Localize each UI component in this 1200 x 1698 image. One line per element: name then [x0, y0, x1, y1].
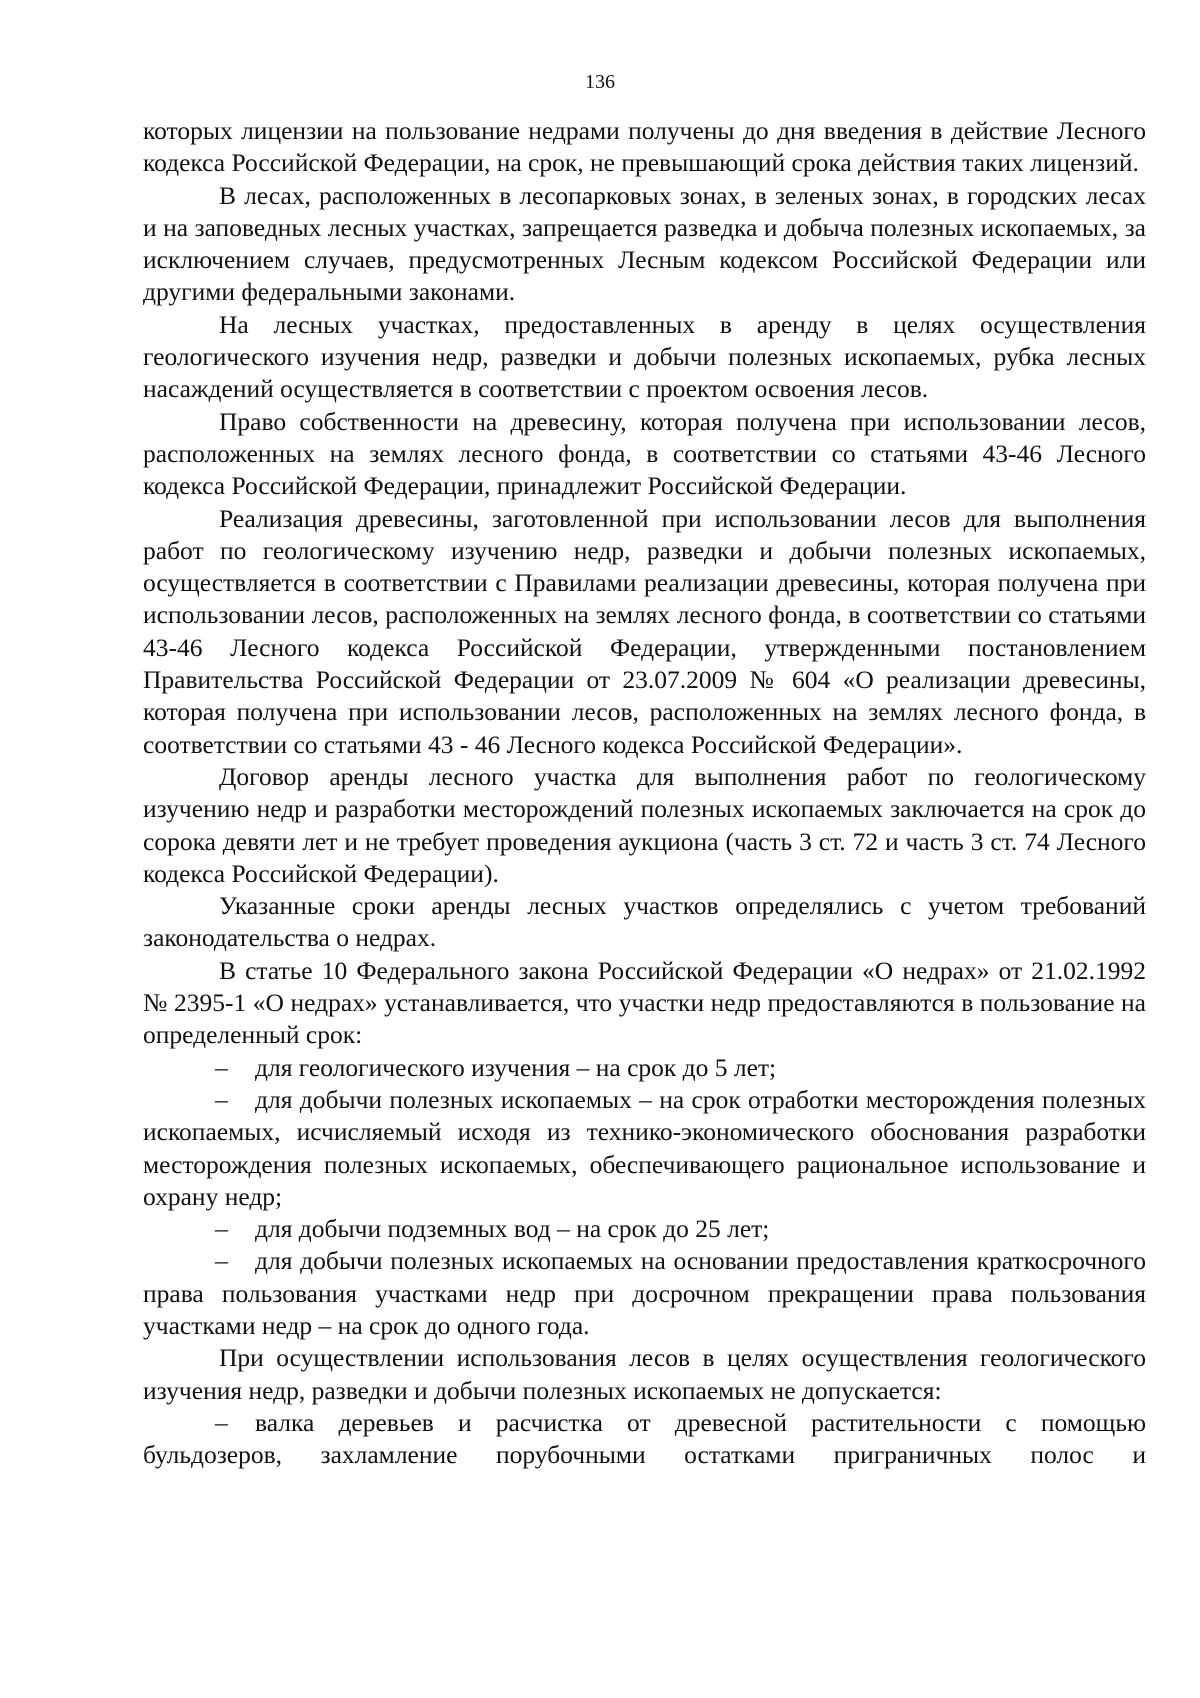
list-item	[143, 1084, 1146, 1213]
paragraph: В лесах, расположенных в лесопарковых зонах, в зеленых зонах, в городских лесах и на заповедных лесных участках, запрещается разведка и добыча полезных ископаемых, за исключением случаев, предусмотренных Лесным кодексом Российской Федерации или другими федеральными законами.	[143, 180, 1146, 307]
paragraph: В статье 10 Федерального закона Российской Федерации «О недрах» от 21.02.1992 № 2395-1 «О недрах» устанавливается, что участки недр предоставляются в пользование на определенный срок:	[143, 955, 1146, 1050]
list-item-text: для добычи полезных ископаемых – на срок отработки месторождения полезных ископаемых, исчисляемый исходя из технико-экономического обоснования разработки месторождения полезных ископаемых, обеспечивающего рациональное использование и охрану недр;	[143, 1084, 1146, 1211]
list-item-text: для геологического изучения – на срок до 5 лет;	[255, 1052, 777, 1082]
document-body	[143, 115, 1146, 1471]
dash-bullet: –	[215, 1407, 228, 1437]
paragraph: На лесных участках, предоставленных в аренду в целях осуществления геологического изучения недр, разведки и добычи полезных ископаемых, рубка лесных насаждений осуществляется в соответствии с проектом освоения лесов.	[143, 309, 1146, 404]
list-item	[143, 1245, 1146, 1342]
dash-bullet: –	[215, 1052, 228, 1082]
paragraph: которых лицензии на пользование недрами получены до дня введения в действие Лесного кодекса Российской Федерации, на срок, не превышающий срока действия таких лицензий.	[143, 116, 1146, 178]
paragraph: Реализация древесины, заготовленной при использовании лесов для выполнения работ по геологическому изучению недр, разведки и добычи полезных ископаемых, осуществляется в соответствии с Правилами реализации древесины, которая получена при использовании лесов, расположенных на землях лесного фонда, в соответствии со статьями 43-46 Лесного кодекса Российской Федерации, утвержденными постановлением Правительства Российской Федерации от 23.07.2009 № 604 «О реализации древесины, которая получена при использовании лесов, расположенных на землях лесного фонда, в соответствии со статьями 43 - 46 Лесного кодекса Российской Федерации».	[143, 503, 1146, 759]
paragraph: Право собственности на древесину, которая получена при использовании лесов, расположенных на землях лесного фонда, в соответствии со статьями 43-46 Лесного кодекса Российской Федерации, принадлежит Российской Федерации.	[143, 406, 1146, 501]
list-item-text: для добычи подземных вод – на срок до 25 лет;	[255, 1214, 770, 1244]
list-item	[143, 1213, 1146, 1245]
list-item	[143, 1407, 1146, 1472]
dash-bullet: –	[215, 1214, 228, 1244]
paragraph: Указанные сроки аренды лесных участков определялись с учетом требований законодательства о недрах.	[143, 891, 1146, 953]
dash-bullet: –	[215, 1246, 228, 1276]
page-number: 136	[585, 71, 615, 93]
dash-bullet: –	[215, 1084, 228, 1114]
list-item-text: валка деревьев и расчистка от древесной растительности с помощью бульдозеров, захламление порубочными остатками приграничных полос и	[143, 1407, 1146, 1470]
list-item-text: для добычи полезных ископаемых на основании предоставления краткосрочного права пользования участками недр при досрочном прекращении права пользования участками недр – на срок до одного года.	[143, 1246, 1146, 1340]
paragraph: При осуществлении использования лесов в целях осуществления геологического изучения недр, разведки и добычи полезных ископаемых не допускается:	[143, 1343, 1146, 1405]
list-item	[143, 1052, 1146, 1084]
paragraph: Договор аренды лесного участка для выполнения работ по геологическому изучению недр и разработки месторождений полезных ископаемых заключается на срок до сорока девяти лет и не требует проведения аукциона (часть 3 ст. 72 и часть 3 ст. 74 Лесного кодекса Российской Федерации).	[143, 761, 1146, 888]
